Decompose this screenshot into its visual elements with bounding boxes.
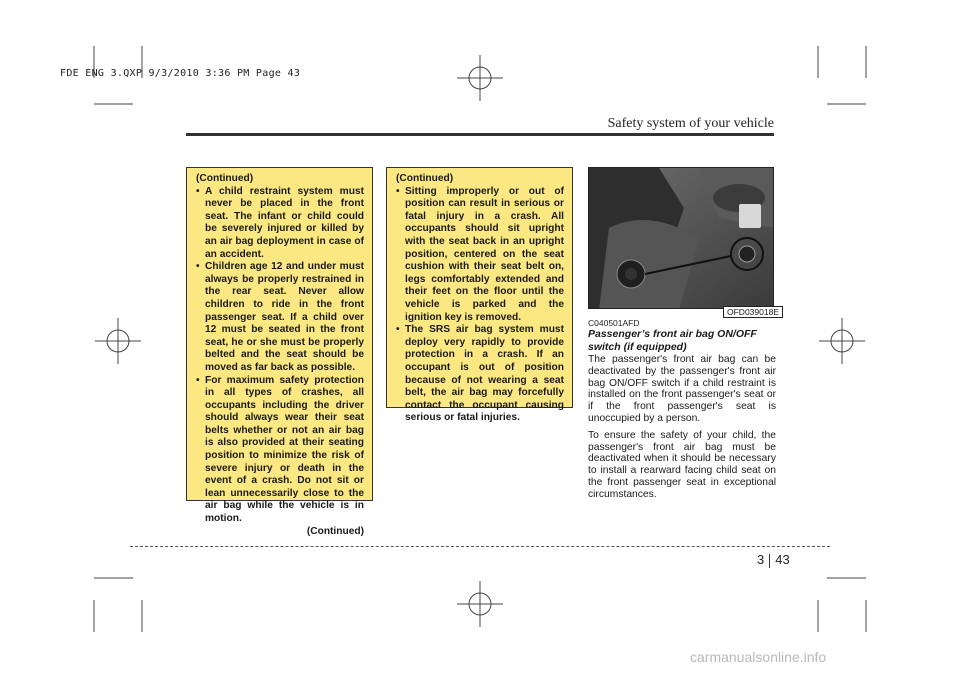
page-number-value: 43 — [775, 552, 790, 567]
page-header-title: Safety system of your vehicle — [607, 116, 774, 131]
watermark: carmanualsonline.info — [690, 649, 827, 665]
continued-label: (Continued) — [396, 173, 454, 184]
body-paragraph: To ensure the safety of your child, the passenger's front air bag must be deactivated when it should be necessary to install a rearward facing child seat on the front passenger seat in exceptional circumstances. — [588, 429, 776, 500]
section-code: C040501AFD — [588, 318, 640, 328]
registration-mark-right — [819, 318, 865, 364]
chapter-number: 3 — [757, 552, 765, 567]
registration-mark-left — [95, 318, 141, 364]
warning-list — [396, 186, 564, 425]
body-paragraph: The passenger's front air bag can be deactivated by the passenger's front air bag ON/OFF switch if a child restraint is installed on the front passenger's seat or if the front passenger's seat is unoccupied by a person. — [588, 354, 776, 424]
section-heading: Passenger’s front air bag ON/OFF switch (if equipped) — [588, 328, 757, 353]
footer-rule — [130, 546, 830, 547]
registration-mark-top — [457, 55, 503, 101]
warning-list — [196, 186, 364, 526]
continued-label: (Continued) — [196, 173, 254, 184]
print-slug: FDE ENG 3.QXP 9/3/2010 3:36 PM Page 43 — [60, 68, 301, 79]
header-rule — [186, 133, 774, 136]
warning-box-left — [186, 167, 373, 537]
list-item: • The SRS air bag system must deploy very rapidly to provide protection in a crash. If an occupant is out of position because of not wearing a seat belt, the air bag may forcefully contact the occupant causing serious or fatal injuries. — [396, 324, 564, 424]
registration-mark-bottom — [457, 581, 503, 627]
list-item: • For maximum safety protection in all types of crashes, all occupants including the driver should always wear their seat belts whether or not an air bag is also provided at their seating position to minimize the risk of severe injury or death in the event of a crash. Do not sit or lean unnecessarily close to the air bag while the vehicle is in motion. — [196, 374, 364, 525]
page-number-separator — [769, 554, 770, 568]
page-number — [757, 552, 790, 568]
continued-label: (Continued) — [306, 525, 364, 537]
section-body — [588, 354, 776, 506]
list-item: • Children age 12 and under must always be properly restrained in the rear seat. Never allow children to ride in the front passenger seat. If a child over 12 must be seated in the front seat, he or she must be properly belted and the seat should be moved as far back as possible. — [196, 261, 364, 373]
list-item: • Sitting improperly or out of position can result in serious or fatal injury in a crash. All occupants should sit upright with the seat back in an upright position, centered on the seat cushion with their seat belt on, legs comfortably extended and their feet on the floor until the vehicle is parked and the ignition key is removed. — [396, 185, 564, 323]
list-item: • A child restraint system must never be placed in the front seat. The infant or child could be severely injured or killed by an air bag deployment in case of an accident. — [196, 185, 364, 260]
warning-box-middle — [386, 167, 573, 424]
airbag-switch-photo — [588, 167, 774, 309]
figure-label: OFD039018E — [723, 306, 783, 318]
